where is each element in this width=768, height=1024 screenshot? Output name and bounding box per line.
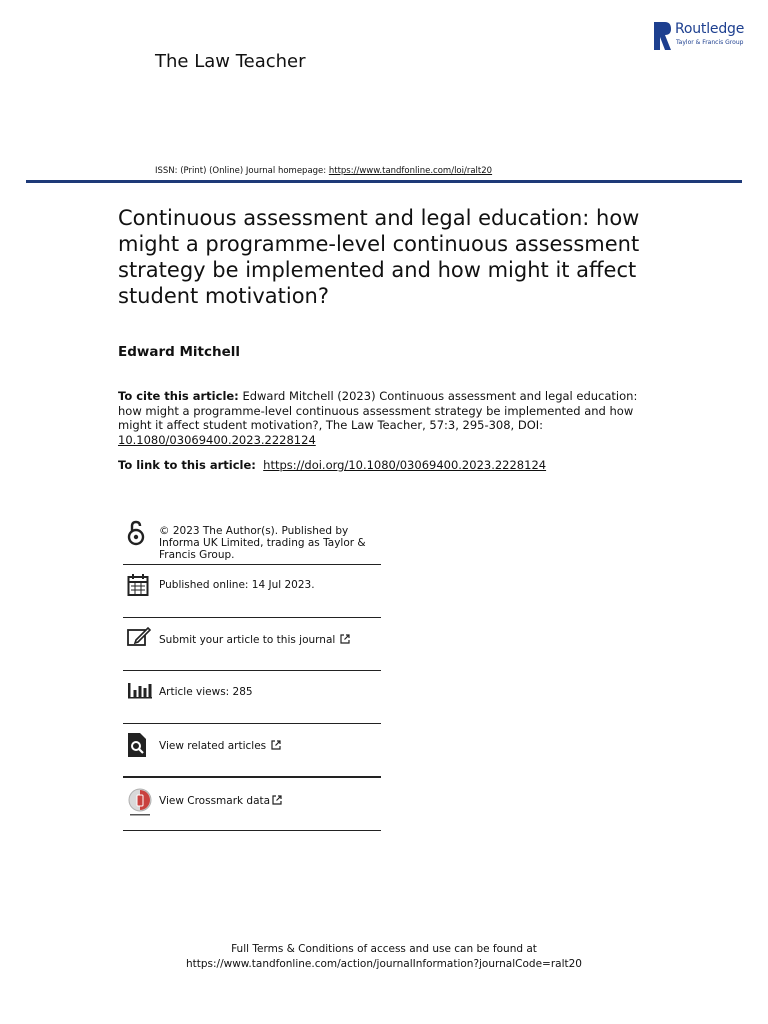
citation-doi-link[interactable]: 10.1080/03069400.2023.2228124 [118, 432, 316, 447]
open-access-icon [127, 520, 145, 546]
terms-url[interactable]: https://www.tandfonline.com/action/journalInformation?journalCode=ralt20 [186, 958, 582, 970]
calendar-icon [127, 573, 149, 597]
crossmark-label: View Crossmark data [159, 795, 271, 807]
terms-text: Full Terms & Conditions of access and use can be found at [231, 943, 537, 955]
views-row [123, 671, 381, 724]
journal-title: The Law Teacher [155, 51, 306, 72]
copyright-row [123, 512, 381, 565]
issn-line [155, 166, 492, 176]
crossmark-row[interactable] [123, 778, 381, 831]
published-date: Published online: 14 Jul 2023. [159, 579, 315, 591]
related-articles-label: View related articles [159, 740, 267, 752]
citation-label: To cite this article: [118, 389, 239, 403]
header-divider [26, 180, 742, 183]
article-title: Continuous assessment and legal education: how might a programme-level continuous assessment strategy be implemented and how might it affect student motivation? [118, 206, 640, 308]
article-link-label: To link to this article: [118, 458, 256, 472]
terms-footer [0, 942, 768, 972]
publisher-subtitle: Taylor & Francis Group [676, 39, 744, 46]
submit-article-label: Submit your article to this journal [159, 634, 336, 646]
citation-block [118, 389, 658, 447]
article-info-panel [123, 512, 381, 831]
published-row [123, 565, 381, 618]
submit-article-link[interactable] [159, 634, 350, 646]
external-link-icon [272, 795, 282, 805]
article-link-line [118, 458, 546, 472]
submit-row[interactable] [123, 618, 381, 671]
publisher-name: Routledge [675, 21, 745, 37]
issn-text: ISSN: (Print) (Online) Journal homepage: [155, 166, 329, 176]
copyright-text: © 2023 The Author(s). Published by Informa UK Limited, trading as Taylor & Francis Group. [159, 525, 366, 561]
routledge-logo-icon [654, 22, 672, 50]
article-doi-url[interactable]: https://doi.org/10.1080/03069400.2023.2228124 [263, 458, 547, 472]
journal-homepage-link[interactable]: https://www.tandfonline.com/loi/ralt20 [328, 166, 493, 176]
related-row[interactable] [123, 724, 381, 778]
related-articles-icon [127, 732, 147, 758]
external-link-icon [340, 634, 350, 644]
edit-icon [127, 627, 151, 647]
author-name: Edward Mitchell [118, 344, 241, 360]
crossmark-icon [127, 788, 153, 818]
crossmark-link[interactable] [159, 795, 282, 807]
bar-chart-icon [127, 681, 153, 699]
citation-text: Edward Mitchell (2023) Continuous assessment and legal education: how might a programme-level continuous assessment strategy be implemented and how might it affect student motivation?, The Law Teacher, 57:3, 295-308, DOI: [118, 389, 638, 432]
publisher-logo[interactable] [652, 20, 752, 54]
article-views: Article views: 285 [159, 686, 253, 698]
related-articles-link[interactable] [159, 740, 281, 752]
external-link-icon [271, 740, 281, 750]
